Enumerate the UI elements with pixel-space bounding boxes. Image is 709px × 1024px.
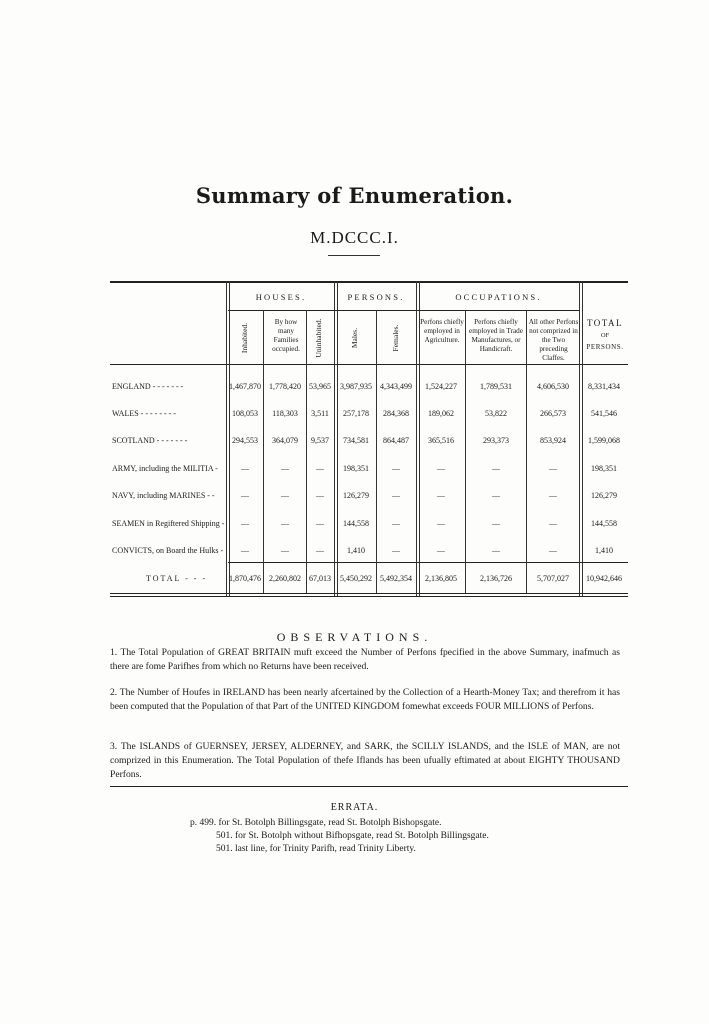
observations-rule: [110, 786, 628, 787]
table-cell: —: [437, 464, 445, 473]
table-cell: 9,537: [311, 436, 329, 445]
table-cell: —: [492, 464, 500, 473]
table-cell: 734,581: [343, 436, 369, 445]
errata-line: p. 499. for St. Botolph Billingsgate, read St. Botolph Bishopsgate.: [190, 818, 442, 828]
total-cell: 5,450,292: [340, 574, 372, 583]
total-cell: 2,136,805: [425, 574, 457, 583]
table-cell: 257,178: [343, 409, 369, 418]
table-cell: 118,303: [272, 409, 298, 418]
table-cell: 126,279: [591, 491, 617, 500]
table-cell: 4,606,530: [537, 382, 569, 391]
table-cell: —: [437, 519, 445, 528]
males-header: Males.: [350, 327, 359, 349]
errata-line: 501. last line, for Trinity Parifh, read Trinity Liberty.: [216, 844, 416, 854]
table-cell: —: [492, 491, 500, 500]
total-cell: 1,870,476: [229, 574, 261, 583]
table-cell: —: [549, 464, 557, 473]
table-cell: —: [316, 491, 324, 500]
table-cell: 144,558: [343, 519, 369, 528]
persons-header: PERSONS.: [347, 292, 405, 302]
total-cell: 2,260,802: [269, 574, 301, 583]
total-header-of: OF: [600, 332, 610, 339]
table-cell: 1,778,420: [269, 382, 301, 391]
page-title: Summary of Enumeration.: [195, 183, 514, 208]
table-cell: —: [392, 464, 400, 473]
table-cell: 1,410: [347, 546, 365, 555]
table-bottom-rule: [110, 593, 628, 594]
table-cell: —: [241, 546, 249, 555]
table-cell: 284,368: [383, 409, 409, 418]
observation-1: 1. The Total Population of GREAT BRITAIN muft exceed the Number of Perfons fpecified in the above Summary, inafmuch as there are fome Parifhes from which no Returns have been received.: [110, 647, 620, 672]
total-cell: 10,942,646: [586, 574, 622, 583]
agriculture-header: Perfons chiefly employed in Agriculture.: [420, 318, 464, 344]
table-cell: 541,546: [591, 409, 617, 418]
row-label: SEAMEN in Regiftered Shipping -: [112, 519, 225, 528]
table-cell: 1,467,870: [229, 382, 261, 391]
table-cell: —: [281, 491, 289, 500]
table-cell: —: [437, 546, 445, 555]
table-cell: —: [281, 546, 289, 555]
errata-line: 501. for St. Botolph without Bifhopsgate, read St. Botolph Billingsgate.: [216, 831, 489, 841]
table-cell: 853,924: [540, 436, 566, 445]
table-cell: 293,373: [483, 436, 509, 445]
inhabited-header: Inhabited.: [240, 322, 249, 354]
houses-header: HOUSES.: [255, 292, 307, 302]
year-heading: M.DCCC.I.: [310, 228, 399, 247]
table-cell: 1,789,531: [480, 382, 512, 391]
trade-header: Perfons chiefly employed in Trade Manufactures, or Handicraft.: [469, 318, 523, 353]
row-label: ENGLAND - - - - - - -: [112, 382, 184, 391]
table-cell: —: [241, 519, 249, 528]
row-label: SCOTLAND - - - - - - -: [112, 436, 188, 445]
table-cell: 198,351: [591, 464, 617, 473]
table-cell: 1,524,227: [425, 382, 457, 391]
table-cell: —: [392, 519, 400, 528]
table-cell: 198,351: [343, 464, 369, 473]
table-cell: 294,553: [232, 436, 258, 445]
table-cell: —: [392, 491, 400, 500]
table-top-rule: [110, 281, 628, 283]
uninhabited-header: Uninhabited.: [314, 318, 323, 358]
table-cell: —: [549, 491, 557, 500]
table-cell: —: [241, 491, 249, 500]
table-cell: 126,279: [343, 491, 369, 500]
table-cell: 864,487: [383, 436, 409, 445]
table-cell: 189,062: [428, 409, 454, 418]
table-cell: —: [437, 491, 445, 500]
table-cell: —: [549, 519, 557, 528]
total-header: TOTAL: [586, 318, 624, 328]
observations-heading: OBSERVATIONS.: [276, 630, 433, 644]
table-cell: —: [316, 464, 324, 473]
table-cell: —: [492, 519, 500, 528]
table-cell: —: [281, 464, 289, 473]
total-cell: 2,136,726: [480, 574, 512, 583]
row-label: ARMY, including the MILITIA -: [112, 464, 218, 473]
row-label: WALES - - - - - - - -: [112, 409, 176, 418]
table-cell: 266,573: [540, 409, 566, 418]
observation-2: 2. The Number of Houfes in IRELAND has been nearly afcertained by the Collection of a Hearth-Money Tax; and therefrom it has been computed that the Population of that Part of the UNITED KINGDOM fomewhat exceeds FOUR MILLIONS of Perfons.: [110, 687, 620, 712]
table-cell: 144,558: [591, 519, 617, 528]
table-cell: 1,599,068: [588, 436, 620, 445]
table-cell: —: [316, 519, 324, 528]
total-header-persons: PERSONS.: [586, 343, 624, 351]
table-cell: —: [316, 546, 324, 555]
occupations-header: OCCUPATIONS.: [455, 292, 542, 302]
errata-heading: ERRATA.: [330, 802, 379, 813]
females-header: Females.: [391, 324, 400, 352]
table-cell: 4,343,499: [380, 382, 412, 391]
total-cell: 5,492,354: [380, 574, 412, 583]
total-cell: 67,013: [309, 574, 331, 583]
table-cell: —: [281, 519, 289, 528]
families-header: By how many Families occupied.: [272, 318, 300, 353]
table-cell: 364,079: [272, 436, 298, 445]
table-cell: 8,331,434: [588, 382, 620, 391]
other-header: All other Perfons not comprized in the Two preceding Claffes.: [528, 318, 579, 362]
table-cell: 1,410: [595, 546, 613, 555]
table-cell: 3,987,935: [340, 382, 372, 391]
table-cell: 108,053: [232, 409, 258, 418]
row-label: CONVICTS, on Board the Hulks -: [112, 546, 224, 555]
table-cell: 53,822: [485, 409, 507, 418]
table-cell: —: [392, 546, 400, 555]
table-cell: 365,516: [428, 436, 454, 445]
total-row-label: TOTAL - - -: [146, 574, 208, 583]
table-bottom-rule-2: [110, 596, 628, 597]
total-upper-rule: [228, 562, 628, 563]
title-rule: [328, 255, 380, 256]
table-cell: 3,511: [311, 409, 329, 418]
row-label: NAVY, including MARINES - -: [112, 491, 215, 500]
total-cell: 5,707,027: [537, 574, 569, 583]
table-cell: —: [492, 546, 500, 555]
group-header-rule: [228, 310, 580, 311]
table-cell: 53,965: [309, 382, 331, 391]
table-cell: —: [241, 464, 249, 473]
observation-3: 3. The ISLANDS of GUERNSEY, JERSEY, ALDERNEY, and SARK, the SCILLY ISLANDS, and the ISLE of MAN, are not comprized in this Enumeration. The Total Population of thefe Iflands has been ufually eftimated at about EIGHTY THOUSAND Perfons.: [110, 741, 620, 780]
table-cell: —: [549, 546, 557, 555]
header-bottom-rule: [110, 364, 628, 365]
